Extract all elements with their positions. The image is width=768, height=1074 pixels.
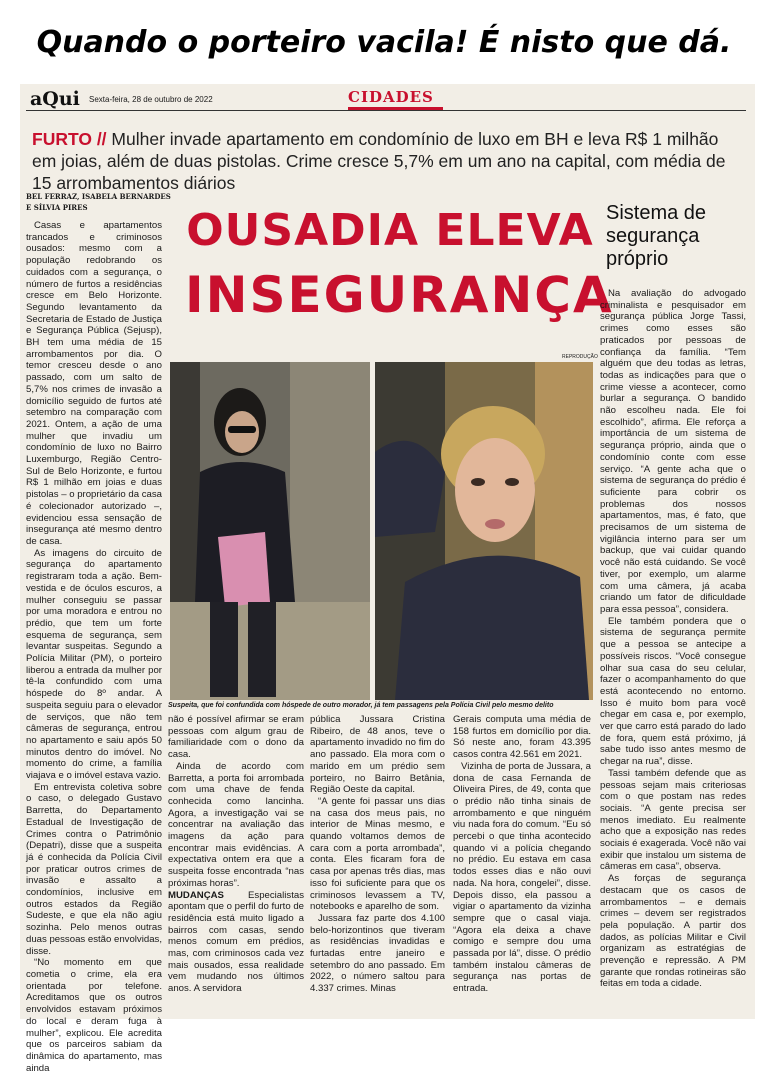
main-headline [185,198,614,328]
article-column-1 [26,220,163,1074]
paragraph: Gerais computa uma média de 158 furtos em domicílio por dia. Só neste ano, foram 43.395 casos contra 42.561 em 2021. [453,714,591,761]
paragraph: Tassi também defende que as pessoas sejam mais criteriosas com o que postam nas redes sociais. “A gente precisa ser menos imediato. Eu realmente acho que a exposição nas redes sociais é exagerada. Você não vai exibir que instalou um sistema de câmeras em casa”, observa. [600,767,746,873]
paragraph: “A gente foi passar uns dias na casa dos meus pais, no interior de Minas mesmo, e quando voltamos demos de cara com a porta arrombada”, conta. Eles ficaram fora de casa por apenas três dias, mas isso foi suficiente para que os criminosos levassem a TV, notebooks e aparelho de som. [310,795,445,913]
paragraph: Ainda de acordo com Barretta, a porta foi arrombada com uma chave de fenda conhecida como lancinha. Agora, a investigação vai se concentrar na avaliação das imagens da ação para encontrar mais evidências. A expectativa ontem era que a suspeita fosse encontrada “nas próximas horas”. [168,760,304,889]
byline: BEL FERRAZ, ISABELA BERNARDES E SÍLVIA PIRES [26,192,171,212]
headline-line-2: INSEGURANÇA [185,266,614,324]
paragraph: Ele também pondera que o sistema de segurança permite que a pessoa se antecipe a possíveis riscos. “Você consegue olhar sua casa do seu celular, fazer o acompanhamento do que está acontecendo no entorno. Isso é muito bom para você chegar em casa e, por exemplo, ver que carro está parado do lado de fora, quem está próximo, já sabe tudo isso antes mesmo de chegar na rua”, disse. [600,615,746,768]
paragraph-text: Especialistas apontam que o perfil do furto de residência está muito ligado a bairros com casas, sendo menos comum em prédios, mas, com criminosos cada vez mais ousados, essa realidade vem mudando nos últimos anos. A servidora [168,889,305,995]
paragraph: Na avaliação do advogado criminalista e pesquisador em segurança pública Jorge Tassi, crimes como esses são praticados por pessoas de confiança da família. “Tem alguém que deu todas as letras, todas as indicações para que o crime viesse a acontecer, como burlar a segurança. O bandido não escolheu nada. Ele foi escolhido”, afirma. Ele reforça a importância de um sistema de segurança próprio, ainda que o condomínio conte com esse serviço. “A gente acha que o sistema de segurança do prédio é suficiente para cobrir os problemas dos nossos apartamentos, mas, é fato, que precisamos de um sistema de vigilância interno para ser um backup, que vai cuidar quando você não está cuidando. Se você tiver, por exemplo, um alarme com uma câmera, já acaba criando um fator de dificuldade para essa pessoa”, considera. [600,288,746,615]
paragraph: Vizinha de porta de Jussara, a dona de casa Fernanda de Oliveira Pires, de 49, conta que o prédio não tinha sinais de arrombamento e que ninguém viu nada fora do comum. “Eu só percebi o que tinha acontecido quando vi a polícia chegando no prédio. Eu estava em casa todos esses dias e não ouvi nada. Na hora, congelei”, disse. Depois disso, ela passou a vigiar o apartamento da vizinha sempre que o casal viaja. “Agora ela deixa a chave comigo e sempre dou uma passada por lá”, disse. O prédio também instalou câmeras de segurança nas portas de entrada. [453,760,591,995]
newspaper-page [20,84,755,1074]
suspect-corridor-photo [170,362,370,700]
paragraph [168,890,304,995]
paragraph: As imagens do circuito de segurança do apartamento registraram toda a ação. Bem-vestida e de óculos escuros, a mulher conseguiu se passar por uma moradora e entrou no prédio, que tem um forte esquema de segurança, sem levantar suspeitas. Segundo a Polícia Militar (PM), o porteiro liberou a entrada da mulher por tê-la confundido com uma hóspede do 8º andar. A suspeita seguiu para o elevador de serviços, que não tem câmeras de segurança, entrou no apartamento e saiu após 50 minutos dentro do imóvel. No momento do crime, a família viajava e o imóvel estava vazio. [26,547,163,782]
article-column-3 [310,714,445,1016]
paragraph: “No momento em que cometia o crime, ela era orientada por telefone. Acreditamos que os outros envolvidos estavam próximos do local e deram fuga à mulher”, explicou. Ele acredita que os parceiros sabiam da dinâmica do apartamento, mas ainda [26,957,162,1074]
headline-line-1: OUSADIA ELEVA [186,205,594,256]
paragraph: Casas e apartamentos trancados e criminosos ousados: mesmo com a população redobrando os cuidados com a segurança, o número de furtos a residências cresce em Belo Horizonte. Segundo levantamento da Secretaria de Estado de Justiça e Segurança Pública (Sejusp), BH tem uma média de 15 arrombamentos por dia. O temor cresceu desde o ano passado, com um salto de 5,7% nos crimes de invasão a domicílio seguido de furtos até setembro na comparação com 2021. Ontem, a ação de uma mulher que invadiu um condomínio de luxo no Bairro Luxemburgo, Região Centro-Sul de Belo Horizonte, e furtou R$ 1 milhão em joias e duas pistolas – o proprietário da casa é colecionador autorizado –, evidenciou essa sensação de insegurança até mesmo dentro de casa. [26,220,162,547]
sidebar-column [600,288,746,1016]
paragraph: Jussara faz parte dos 4.100 belo-horizontinos que tiveram as residências invadidas e furtadas entre janeiro e setembro do ano passado. Em 2022, o número saltou para 4.337 crimes. Minas [310,912,445,995]
banner-title: Quando o porteiro vacila! É nisto que dá. [36,24,732,60]
article-column-2 [168,714,304,1016]
article-column-4 [453,714,591,1016]
deck-text: Mulher invade apartamento em condomínio de luxo em BH e leva R$ 1 milhão em joias, além de duas pistolas. Crime cresce 5,7% em um ano na capital, com média de 15 arrombamentos diários [32,129,726,193]
newspaper-logo: aQui [30,88,80,110]
corridor-scene-illustration [170,362,370,700]
paragraph: As forças de segurança destacam que os casos de arrombamentos – e demais crimes – devem ser registrados pela população. A partir dos dados, as polícias Militar e Civil organizam as estratégias de prevenção e repressão. A PM garante que rondas rotineiras são feitas em toda a cidade. [600,873,746,990]
paragraph: pública Jussara Cristina Ribeiro, de 48 anos, teve o apartamento invadido no fim do ano passado. Ela mora com o marido em um prédio sem porteiro, no Bairro Betânia, Região Oeste da capital. [310,714,445,796]
photo-credit: REPRODUÇÃO [562,354,598,360]
issue-date: Sexta-feira, 28 de outubro de 2022 [89,95,213,104]
suspect-closeup-photo [375,362,593,700]
photo-caption: Suspeita, que foi confundida com hóspede de outro morador, já tem passagens pela Polícia Civil pelo mesmo delito [168,702,554,709]
section-rule [348,107,443,110]
paragraph: Em entrevista coletiva sobre o caso, o delegado Gustavo Barretta, do Departamento Estadual de Investigação de Crimes contra o Patrimônio (Depatri), disse que a suspeita já é conhecida da Polícia Civil por praticar outros crimes de invasão e assalto a condomínios, inclusive em outros estados da Região Sudeste, e que ela não agiu sozinha. Pelo menos outras duas pessoas estão envolvidas, disse. [26,781,162,957]
paragraph: não é possível afirmar se eram pessoas com algum grau de familiaridade com o dono da casa. [168,714,304,761]
masthead [26,88,746,111]
sidebar-title: Sistema de segurança próprio [606,202,707,270]
deck-kicker: FURTO // [32,129,107,149]
section-label: CIDADES [348,88,434,106]
article-deck [32,128,744,194]
closeup-scene-illustration [375,362,593,700]
subhead-mudancas: MUDANÇAS [168,889,224,901]
